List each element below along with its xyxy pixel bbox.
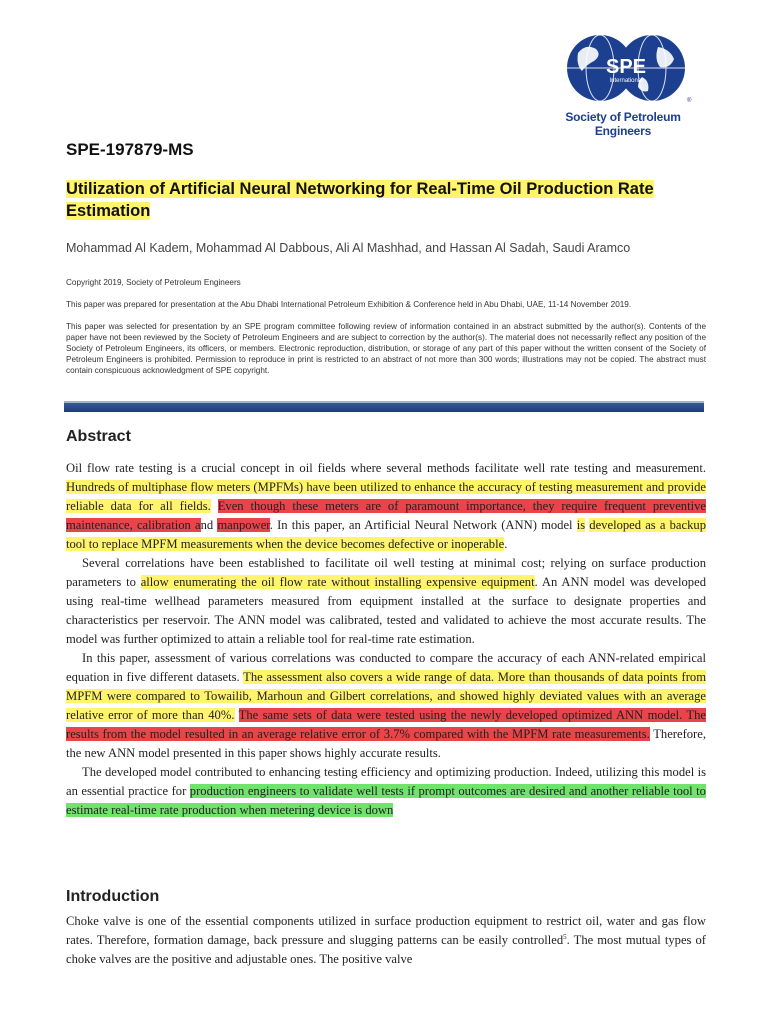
logo-caption: Society of Petroleum Engineers [565, 110, 681, 138]
introduction-body [66, 912, 706, 969]
text-run: Choke valve is one of the essential components utilized in surface production equipment to restrict oil, water and gas flow rates. Therefore, formation damage, back pressure and slugging patterns can be easily controlled [66, 914, 706, 947]
section-divider [64, 401, 704, 412]
reference-marker[interactable]: 5 [563, 932, 567, 941]
prepared-notice: This paper was prepared for presentation at the Abu Dhabi International Petroleum Exhibition & Conference held in Abu Dhabi, UAE, 11-14 November 2019. [66, 300, 632, 309]
text-run: Therefore, the new ANN model presented in this paper shows highly accurate results. [66, 727, 706, 760]
abstract-body [66, 459, 706, 820]
text-run: . [504, 537, 508, 551]
abstract-paragraph-4 [66, 763, 706, 820]
logo-mark: SPE [605, 56, 647, 78]
text-run: The developed model contributed to enhancing testing efficiency and optimizing production. Indeed, utilizing this model is an essential practice for [66, 765, 706, 798]
logo-sub: International [609, 78, 643, 84]
highlight-yellow: The assessment also covers a wide range of data. More than thousands of data points from MPFM were compared to Towailib, Marhoun and Gilbert correlations, and showed highly deviated values with an average relative error of more than 40%. [66, 670, 706, 722]
abstract-paragraph-3 [66, 649, 706, 763]
paper-id: SPE-197879-MS [66, 140, 194, 159]
text-run: . An ANN model was developed using real-time wellhead parameters measured from equipment installed at the surface to designate properties and characteristics per reservoir. The ANN model was calibrated, tested and validated to achieve the most accurate results. The model was further optimized to attain a reliable tool for real-time rate estimation. [66, 575, 706, 646]
introduction-heading: Introduction [66, 888, 160, 905]
highlight-yellow: is [576, 518, 586, 532]
text-run: . The most mutual types of choke valves are the positive and adjustable ones. The positive valve [66, 933, 706, 966]
authors: Mohammad Al Kadem, Mohammad Al Dabbous, Ali Al Mashhad, and Hassan Al Sadah, Saudi Aramco [66, 241, 631, 255]
text-run: In this paper, assessment of various correlations was conducted to compare the accuracy of each ANN-related empirical equation in five different datasets. [66, 651, 706, 684]
text-run: Oil flow rate testing is a crucial concept in oil fields where several methods facilitate well rate testing and measurement. [66, 461, 706, 475]
text-run: Several correlations have been established to facilitate oil well testing at minimal cost; relying on surface production parameters to [66, 556, 706, 589]
registered-mark: ® [687, 98, 692, 103]
abstract-paragraph-2 [66, 554, 706, 649]
text-run [211, 499, 218, 513]
highlight-red: The same sets of data were tested using the newly developed optimized ANN model. The results from the model resulted in an average relative error of 3.7% compared with the MPFM rate measurements. [66, 708, 707, 741]
title-text: Utilization of Artificial Neural Networking for Real-Time Oil Production Rate Estimation [66, 180, 654, 220]
text-run: . In this paper, an Artificial Neural Network (ANN) model [269, 518, 577, 532]
globe-icon [558, 33, 693, 103]
abstract-paragraph-1 [66, 459, 706, 554]
highlight-yellow: developed as a backup tool to replace MPFM measurements when the device becomes defective or inoperable [66, 518, 706, 551]
abstract-heading: Abstract [66, 428, 131, 445]
highlight-yellow: allow enumerating the oil flow rate without installing expensive equipment [140, 575, 535, 589]
spe-logo [538, 30, 708, 138]
text-run: nd [200, 518, 218, 532]
copyright-notice: Copyright 2019, Society of Petroleum Engineers [66, 278, 241, 287]
highlight-red: manpower [217, 518, 270, 532]
highlight-yellow: Hundreds of multiphase flow meters (MPFMs) have been utilized to enhance the accuracy of testing measurement and provide reliable data for all fields. [66, 480, 706, 513]
highlight-red: Even though these meters are of paramount importance, they require frequent preventive maintenance, calibration a [66, 499, 706, 532]
highlight-green: production engineers to validate well tests if prompt outcomes are desired and another reliable tool to estimate real-time rate production when metering device is down [66, 784, 706, 817]
selection-notice: This paper was selected for presentation by an SPE program committee following review of information contained in an abstract submitted by the author(s). Contents of the paper have not been reviewed by the Society of Petroleum Engineers and are subject to correction by the author(s). The material does not necessarily reflect any position of the Society of Petroleum Engineers, its officers, or members. Electronic reproduction, distribution, or storage of any part of this paper without the written consent of the Society of Petroleum Engineers is prohibited. Permission to reproduce in print is restricted to an abstract of not more than 300 words; illustrations may not be copied. The abstract must contain conspicuous acknowledgment of SPE copyright. [66, 322, 706, 375]
paper-title [66, 178, 706, 222]
introduction-paragraph [66, 912, 706, 969]
